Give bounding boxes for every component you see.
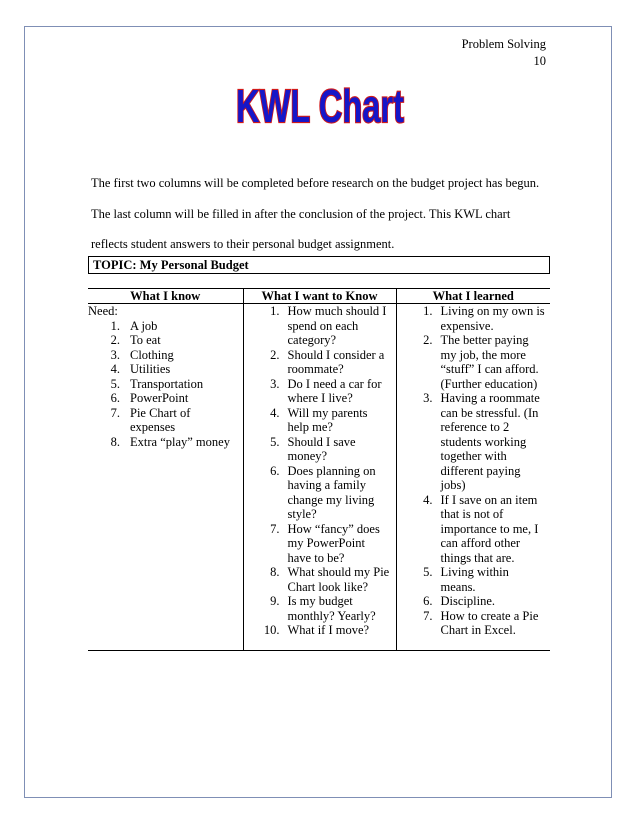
want-list — [244, 304, 396, 638]
list-item: 7. How “fancy” does my PowerPoint have to be? — [270, 521, 380, 565]
list-item: 1. A job — [110, 318, 158, 333]
list-item: 2. To eat — [110, 333, 161, 347]
list-item: 5. Living within means. — [423, 565, 509, 594]
list-item: 4. Utilities — [110, 362, 171, 376]
page-header — [462, 36, 546, 70]
intro-text — [91, 168, 561, 260]
title-svg — [230, 76, 410, 134]
column-header-know: What I know — [88, 289, 243, 304]
learned-list — [397, 304, 551, 638]
list-item: 7. Pie Chart of expenses — [110, 405, 191, 434]
know-lead: Need: — [88, 304, 118, 318]
list-item: 6. Discipline. — [423, 594, 496, 608]
intro-line: The last column will be filled in after the conclusion of the project. This KWL chart — [91, 206, 511, 221]
list-item: 6. Does planning on having a family change my living style? — [270, 463, 376, 521]
list-item: 2. Should I consider a roommate? — [270, 347, 385, 376]
header-course: Problem Solving — [461, 37, 546, 51]
know-list — [88, 319, 243, 450]
list-item: 8. What should my Pie Chart look like? — [270, 565, 390, 594]
intro-line: The first two columns will be completed before research on the budget project has begun. — [91, 176, 540, 190]
list-item: 5. Transportation — [110, 376, 204, 391]
learned-column — [396, 304, 550, 651]
list-item: 8. Extra “play” money — [110, 434, 230, 449]
title-wordart — [230, 76, 410, 134]
list-item: 3. Having a roommate can be stressful. (In reference to 2 students working together with different paying jobs) — [423, 391, 540, 492]
list-item: 5. Should I save money? — [270, 434, 356, 463]
list-item: 1. How much should I spend on each category? — [270, 304, 387, 347]
list-item: 7. How to create a Pie Chart in Excel. — [423, 608, 539, 637]
kwl-table — [88, 288, 550, 651]
list-item: 4. If I save on an item that is not of importance to me, I can afford other things that are. — [423, 492, 539, 565]
table-header-row — [88, 289, 550, 304]
list-item: 1. Living on my own is expensive. — [423, 304, 545, 333]
page-number: 10 — [533, 54, 546, 68]
intro-line: reflects student answers to their personal budget assignment. — [91, 237, 395, 251]
list-item: 6. PowerPoint — [110, 391, 189, 405]
list-item: 3. Do I need a car for where I live? — [270, 376, 382, 405]
column-header-learned: What I learned — [396, 289, 550, 304]
want-column — [243, 304, 396, 651]
list-item: 2. The better paying my job, the more “stuff” I can afford. (Further education) — [423, 333, 539, 391]
know-column — [88, 304, 243, 651]
column-header-want: What I want to Know — [243, 289, 396, 304]
page-title: KWL Chart — [236, 80, 404, 132]
list-item: 9. Is my budget monthly? Yearly? — [270, 594, 376, 623]
list-item: 3. Clothing — [110, 347, 174, 362]
topic-box: TOPIC: My Personal Budget — [88, 256, 550, 274]
list-item: 10. What if I move? — [263, 623, 370, 637]
list-item: 4. Will my parents help me? — [270, 405, 368, 434]
table-row — [88, 304, 550, 651]
